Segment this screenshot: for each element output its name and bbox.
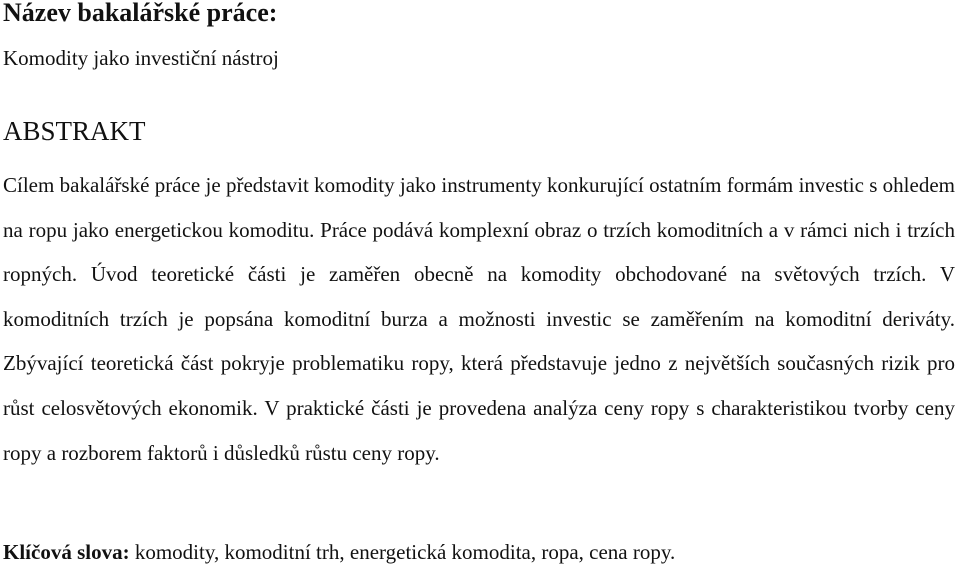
keywords-label: Klíčová slova: bbox=[3, 540, 130, 564]
thesis-title-label: Název bakalářské práce: bbox=[3, 0, 278, 27]
abstract-heading: ABSTRAKT bbox=[3, 116, 146, 146]
keywords-text: komodity, komoditní trh, energetická komodita, ropa, cena ropy. bbox=[129, 540, 676, 564]
keywords-line bbox=[3, 538, 675, 566]
abstract-body: Cílem bakalářské práce je představit komodity jako instrumenty konkurující ostatním formám investic s ohledem na ropu jako energetickou komoditu. Práce podává komplexní obraz o trzích komoditních a v rámci nich i trzích ropných. Úvod teoretické části je zaměřen obecně na komodity obchodované na světových trzích. V komoditních trzích je popsána komoditní burza a možnosti investic se zaměřením na komoditní deriváty. Zbývající teoretická část pokryje problematiku ropy, která představuje jedno z největších současných rizik pro růst celosvětových ekonomik. V praktické části je provedena analýza ceny ropy s charakteristikou tvorby ceny ropy a rozborem faktorů i důsledků růstu ceny ropy. bbox=[3, 173, 955, 465]
thesis-title: Komodity jako investiční nástroj bbox=[3, 46, 279, 70]
